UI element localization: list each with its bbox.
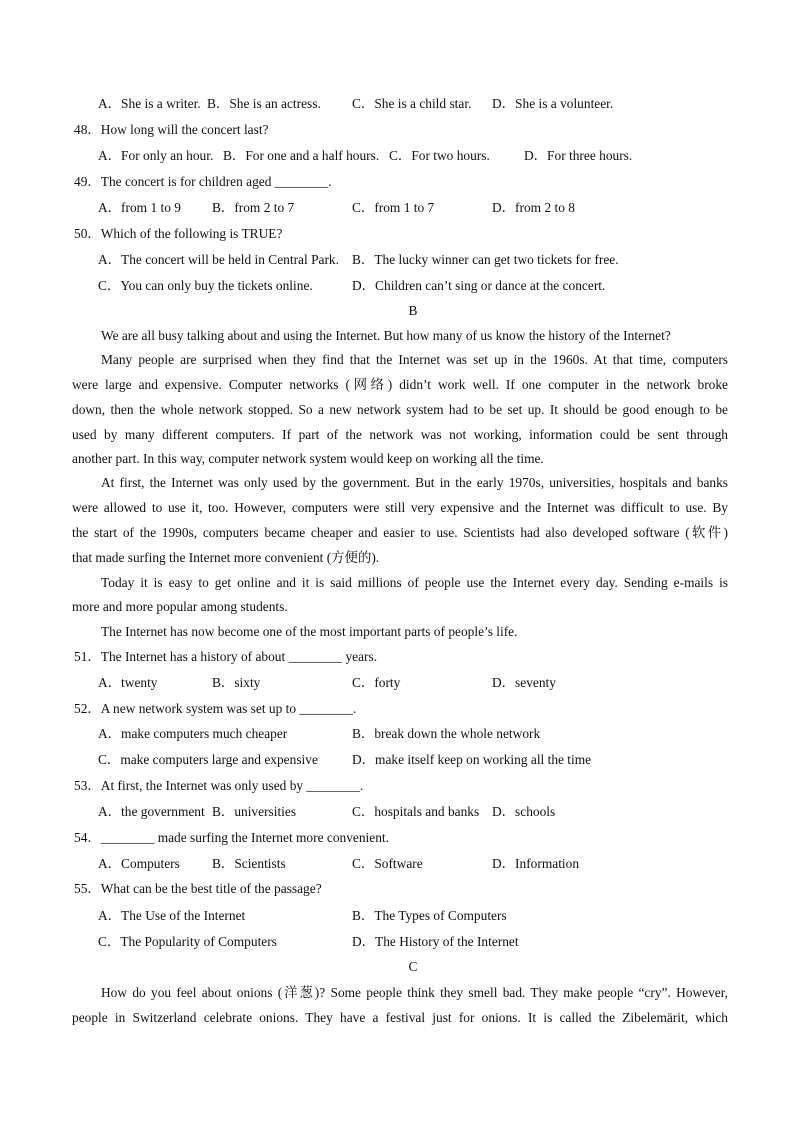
q51-option-d: D．seventy	[492, 675, 556, 690]
q54-option-b: B．Scientists	[212, 856, 286, 871]
passage-b-p2-line-4: used by many different computers. If part of the network was not working, information could be sent through	[72, 427, 728, 442]
passage-c-p1-line-2: people in Switzerland celebrate onions. They have a festival just for onions. It is called the Zibelemärit, which	[72, 1010, 728, 1025]
q51-stem: 51．The Internet has a history of about ________ years.	[74, 649, 378, 664]
passage-b-paragraph-5: The Internet has now become one of the most important parts of people’s life.	[101, 624, 518, 639]
q53-stem: 53．At first, the Internet was only used by ________.	[74, 778, 364, 793]
q48-option-c: C．For two hours.	[389, 148, 490, 163]
q54-option-c: C．Software	[352, 856, 423, 871]
q55-option-a: A．The Use of the Internet	[98, 908, 246, 923]
passage-b-p3-line-1: At first, the Internet was only used by the government. But in the early 1970s, universities, hospitals and banks	[101, 475, 728, 490]
passage-b-p4-line-1: Today it is easy to get online and it is said millions of people use the Internet every day. Sending e-mails is	[101, 575, 728, 590]
q50-option-a: A．The concert will be held in Central Park.	[98, 252, 339, 267]
q53-option-b: B．universities	[212, 804, 297, 819]
q50-option-d: D．Children can’t sing or dance at the concert.	[352, 278, 606, 293]
q47-option-a: A．She is a writer.	[98, 96, 201, 111]
q55-stem: 55．What can be the best title of the passage?	[74, 881, 322, 896]
q53-option-c: C．hospitals and banks	[352, 804, 480, 819]
q50-stem: 50．Which of the following is TRUE?	[74, 226, 283, 241]
q51-option-b: B．sixty	[212, 675, 261, 690]
passage-b-p3-line-3: the start of the 1990s, computers became cheaper and easier to use. Scientists had also developed software (软件)	[72, 525, 728, 540]
section-c-label: C	[408, 959, 418, 974]
q49-option-b: B．from 2 to 7	[212, 200, 295, 215]
q47-option-d: D．She is a volunteer.	[492, 96, 614, 111]
passage-b-p2-line-2: were large and expensive. Computer networks (网络) didn’t work well. If one computer in the network broke	[72, 377, 728, 392]
q48-stem: 48．How long will the concert last?	[74, 122, 269, 137]
q49-stem: 49．The concert is for children aged ________.	[74, 174, 332, 189]
section-b-label: B	[408, 303, 418, 318]
q50-option-c: C．You can only buy the tickets online.	[98, 278, 313, 293]
passage-b-paragraph-1: We are all busy talking about and using the Internet. But how many of us know the history of the Internet?	[101, 328, 671, 343]
q47-option-c: C．She is a child star.	[352, 96, 472, 111]
q55-option-b: B．The Types of Computers	[352, 908, 507, 923]
passage-b-p2-line-1: Many people are surprised when they find that the Internet was set up in the 1960s. At that time, computers	[101, 352, 728, 367]
q49-option-c: C．from 1 to 7	[352, 200, 435, 215]
q47-option-b: B．She is an actress.	[207, 96, 321, 111]
q51-option-c: C．forty	[352, 675, 401, 690]
q55-option-d: D．The History of the Internet	[352, 934, 519, 949]
passage-b-p3-line-4: that made surfing the Internet more convenient (方便的).	[72, 550, 380, 565]
q55-option-c: C．The Popularity of Computers	[98, 934, 277, 949]
q52-option-b: B．break down the whole network	[352, 726, 541, 741]
q52-option-c: C．make computers large and expensive	[98, 752, 318, 767]
q50-option-b: B．The lucky winner can get two tickets for free.	[352, 252, 619, 267]
q52-stem: 52．A new network system was set up to ________.	[74, 701, 357, 716]
q49-option-d: D．from 2 to 8	[492, 200, 575, 215]
passage-b-p4-line-2: more and more popular among students.	[72, 599, 288, 614]
q53-option-a: A．the government	[98, 804, 205, 819]
passage-b-p2-line-3: down, then the whole network stopped. So a new network system had to be set up. It should be good enough to be	[72, 402, 728, 417]
q54-option-d: D．Information	[492, 856, 580, 871]
q54-option-a: A．Computers	[98, 856, 180, 871]
q48-option-b: B．For one and a half hours.	[223, 148, 380, 163]
passage-c-p1-line-1: How do you feel about onions (洋葱)? Some people think they smell bad. They make people “cry”. However,	[101, 985, 728, 1000]
q48-option-a: A．For only an hour.	[98, 148, 214, 163]
q48-option-d: D．For three hours.	[524, 148, 633, 163]
q51-option-a: A．twenty	[98, 675, 158, 690]
q52-option-d: D．make itself keep on working all the time	[352, 752, 592, 767]
passage-b-p2-line-5: another part. In this way, computer network system would keep on working all the time.	[72, 451, 544, 466]
q54-stem: 54．________ made surfing the Internet more convenient.	[74, 830, 389, 845]
q52-option-a: A．make computers much cheaper	[98, 726, 288, 741]
passage-b-p3-line-2: were allowed to use it, too. However, computers were still very expensive and the Internet was difficult to use. By	[72, 500, 728, 515]
q53-option-d: D．schools	[492, 804, 556, 819]
q49-option-a: A．from 1 to 9	[98, 200, 181, 215]
